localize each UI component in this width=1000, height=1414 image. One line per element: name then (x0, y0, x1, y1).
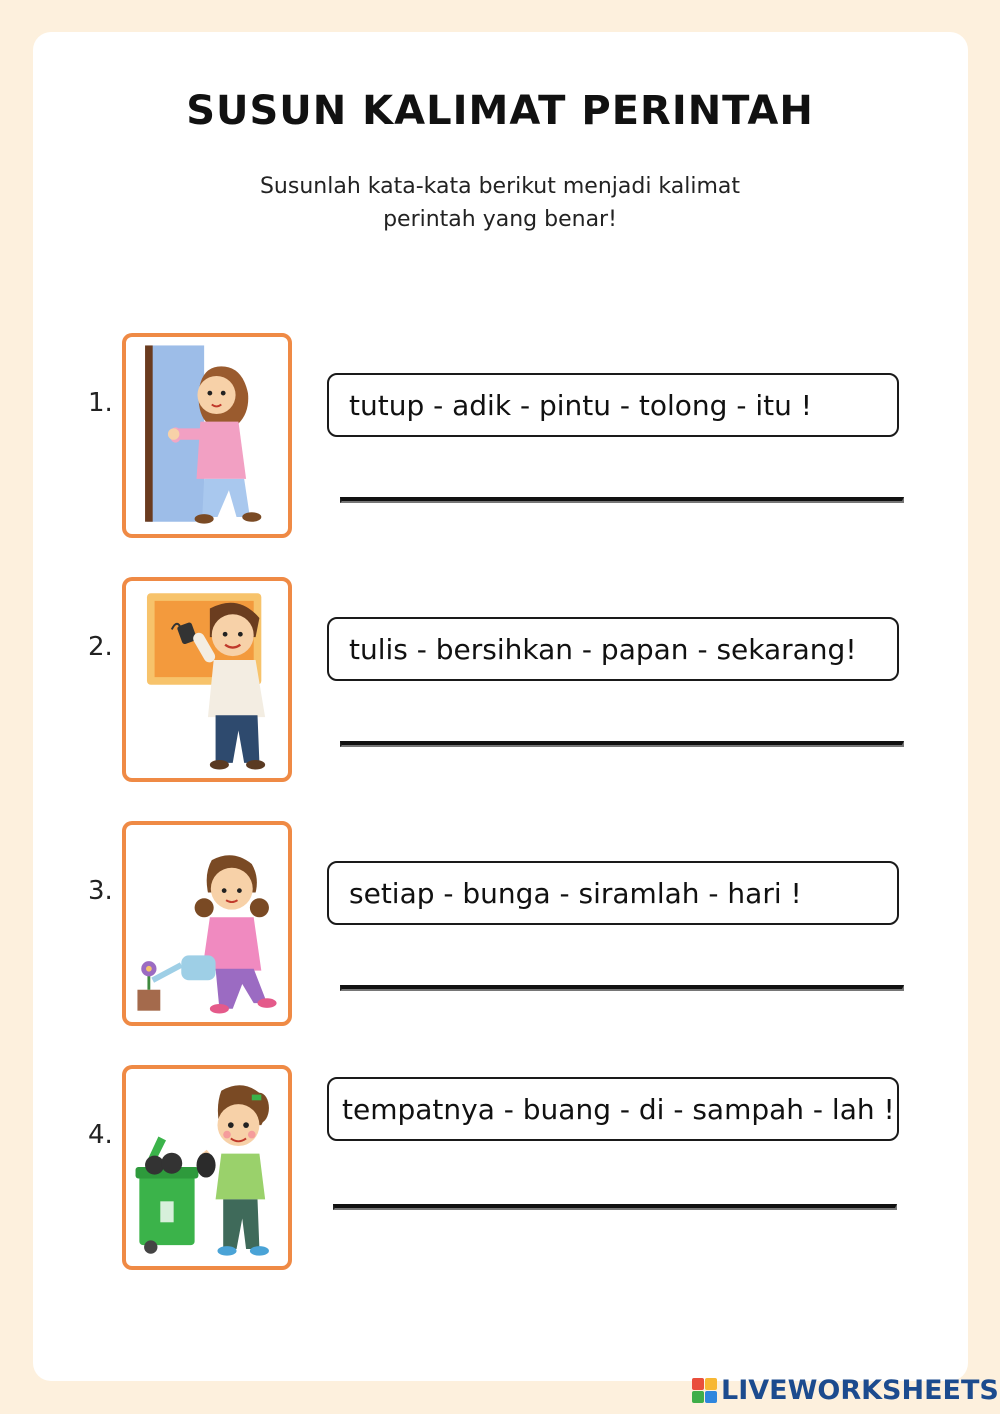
girl-throwing-trash-illustration (126, 1069, 288, 1266)
logo-squares-icon (692, 1378, 717, 1403)
picture-boy-cleaning-board (122, 577, 292, 782)
question-number-2: 2. (88, 632, 113, 662)
word-box-3: setiap - bunga - siramlah - hari ! (327, 861, 899, 925)
answer-input-2[interactable] (340, 741, 904, 747)
answer-input-4[interactable] (333, 1204, 897, 1210)
instruction-line-2: perintah yang benar! (383, 207, 617, 232)
liveworksheets-logo (692, 1372, 999, 1408)
answer-input-3[interactable] (340, 985, 904, 991)
word-box-1: tutup - adik - pintu - tolong - itu ! (327, 373, 899, 437)
word-box-2: tulis - bersihkan - papan - sekarang! (327, 617, 899, 681)
question-number-1: 1. (88, 388, 113, 418)
instruction-text (240, 170, 760, 236)
answer-input-1[interactable] (340, 497, 904, 503)
picture-girl-watering-flower (122, 821, 292, 1026)
page-title: SUSUN KALIMAT PERINTAH (186, 88, 814, 134)
picture-girl-closing-door (122, 333, 292, 538)
boy-cleaning-board-illustration (126, 581, 288, 778)
question-number-4: 4. (88, 1120, 113, 1150)
girl-watering-flower-illustration (126, 825, 288, 1022)
instruction-line-1: Susunlah kata-kata berikut menjadi kalimat (259, 174, 741, 199)
picture-girl-throwing-trash (122, 1065, 292, 1270)
girl-closing-door-illustration (126, 337, 288, 534)
logo-text: LIVEWORKSHEETS (721, 1374, 999, 1406)
question-number-3: 3. (88, 876, 113, 906)
word-box-4: tempatnya - buang - di - sampah - lah ! (327, 1077, 899, 1141)
